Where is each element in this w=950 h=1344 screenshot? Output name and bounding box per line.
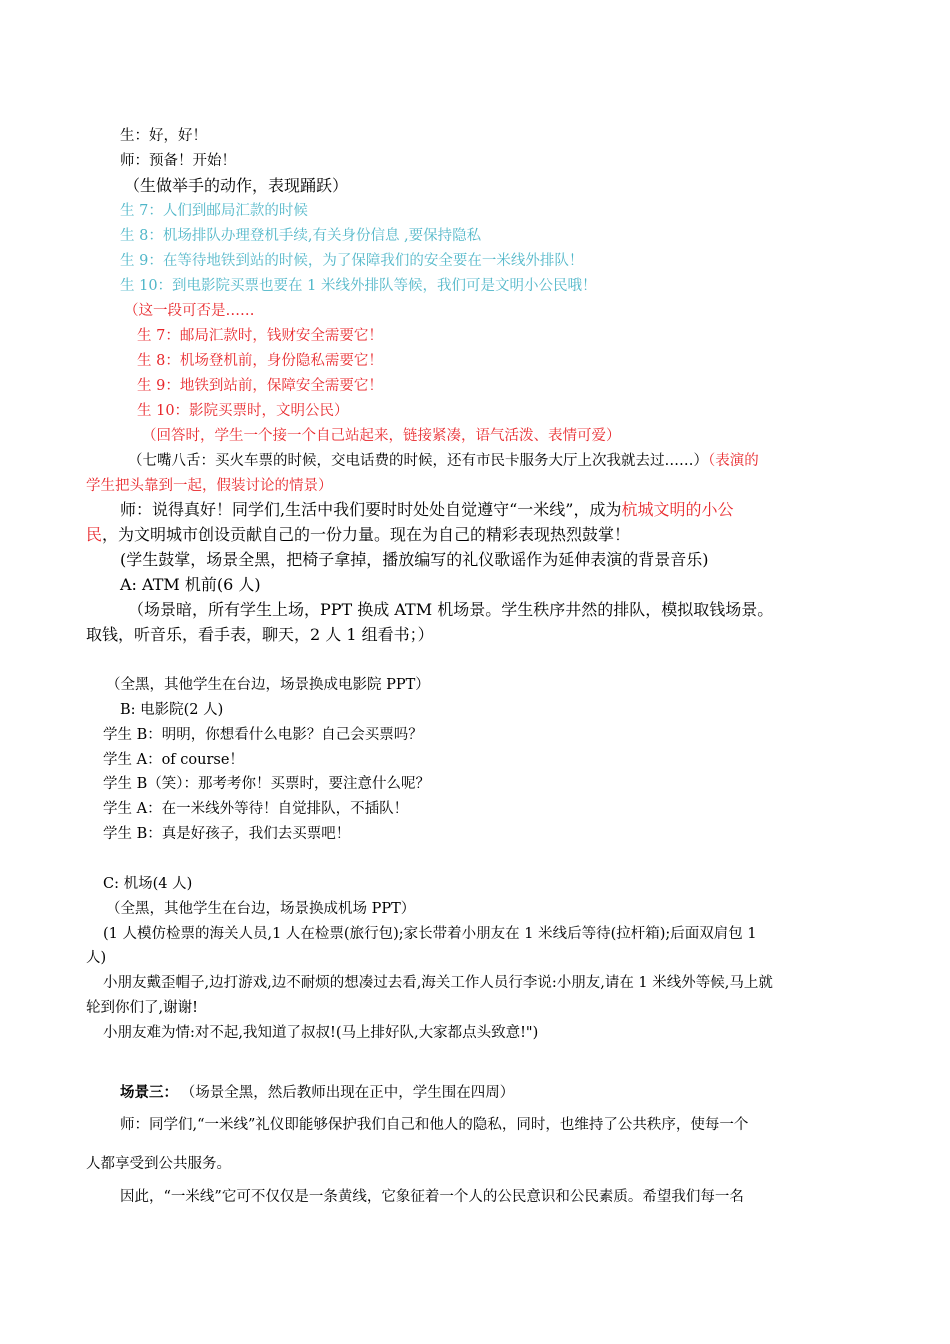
dialogue-line: 轮到你们了,谢谢! [86,1000,198,1016]
dialogue-line: 学生 B：明明，你想看什么电影？自己会买票吗？ [103,727,423,743]
dialogue-line: 生 10：到电影院买票也要在 1 米线外排队等候，我们可是文明小公民哦！ [120,278,597,294]
dialogue-line: 学生 A：of course！ [103,752,244,768]
scene-heading [120,1083,514,1103]
revision-line: 生 10：影院买票时，文明公民） [137,403,349,419]
dialogue-line: 人都享受到公共服务。 [86,1156,231,1172]
stage-direction: （生做举手的动作，表现踊跃） [124,176,349,195]
stage-direction: 取钱，听音乐，看手表，聊天，2 人 1 组看书；） [86,625,434,644]
dialogue-line: 师：预备！开始！ [120,153,236,169]
scene-heading: A: ATM 机前(6 人) [120,575,261,594]
dialogue-line: 生 7：人们到邮局汇款的时候 [120,203,308,219]
revision-line: 生 9：地铁到站前，保障安全需要它！ [137,378,383,394]
stage-direction [128,451,759,471]
dialogue-line [86,524,630,546]
revision-note: （这一段可否是…… [124,303,255,319]
dialogue-line: 学生 B（笑）：那考考你！买票时，要注意什么呢？ [103,776,431,792]
stage-direction: (学生鼓掌，场景全黑，把椅子拿掉，播放编写的礼仪歌谣作为延伸表演的背景音乐) [120,550,709,569]
revision-highlight: 杭城文明的小公 [621,500,734,519]
dialogue-line: 师：同学们,“一米线”礼仪即能够保护我们自己和他人的隐私，同时，也维持了公共秩序，使每一个 [120,1117,749,1133]
dialogue-line: 生 9：在等待地铁到站的时候，为了保障我们的安全要在一米线外排队！ [120,253,584,269]
revision-line: 生 8：机场登机前，身份隐私需要它！ [137,353,383,369]
revision-note: （表演的 [708,453,759,469]
stage-direction: （全黑，其他学生在台边，场景换成机场 PPT） [106,901,416,917]
stage-direction: 人) [86,950,107,966]
stage-direction: （场景暗，所有学生上场，PPT 换成 ATM 机场景。学生秩序井然的排队，模拟取钱场景。 [128,600,774,619]
revision-note: 学生把头靠到一起，假装讨论的情景） [86,478,333,494]
dialogue-line: 生 8：机场排队办理登机手续,有关身份信息 ,要保持隐私 [120,228,482,244]
scene-heading: B: 电影院(2 人) [120,702,224,718]
dialogue-text: ，为文明城市创设贡献自己的一份力量。现在为自己的精彩表现热烈鼓掌！ [102,525,631,544]
dialogue-line: 小朋友戴歪帽子,边打游戏,边不耐烦的想凑过去看,海关工作人员行李说:小朋友,请在 1 米线外等候,马上就 [103,975,773,991]
revision-line: 生 7：邮局汇款时，钱财安全需要它！ [137,328,383,344]
dialogue-text: 师：说得真好！同学们,生活中我们要时时处处自觉遵守“一米线”，成为 [120,500,622,519]
dialogue-line: 小朋友难为情:对不起,我知道了叔叔!(马上排好队,大家都点头致意!") [103,1025,539,1041]
scene-title: 场景三： [120,1084,178,1101]
dialogue-line: 学生 B：真是好孩子，我们去买票吧！ [103,826,351,842]
stage-direction-text: （场景全黑，然后教师出现在正中，学生围在四周） [188,1085,515,1101]
stage-direction: （全黑，其他学生在台边，场景换成电影院 PPT） [106,677,430,693]
revision-highlight: 民 [86,525,103,544]
scene-heading: C: 机场(4 人) [103,876,193,892]
stage-direction: (1 人模仿检票的海关人员,1 人在检票(旅行包);家长带着小朋友在 1 米线后等待(拉杆箱);后面双肩包 1 [103,926,757,942]
dialogue-line [120,499,733,521]
dialogue-line: 学生 A：在一米线外等待！自觉排队，不插队！ [103,801,409,817]
dialogue-line: 生：好，好！ [120,128,207,144]
revision-note: （回答时，学生一个接一个自己站起来，链接紧凑，语气活泼、表情可爱） [142,428,621,444]
stage-direction-text: （七嘴八舌：买火车票的时候，交电话费的时候，还有市民卡服务大厅上次我就去过……） [128,453,708,469]
dialogue-line: 因此，“一米线”它可不仅仅是一条黄线，它象征着一个人的公民意识和公民素质。希望我们每一名 [120,1189,744,1205]
